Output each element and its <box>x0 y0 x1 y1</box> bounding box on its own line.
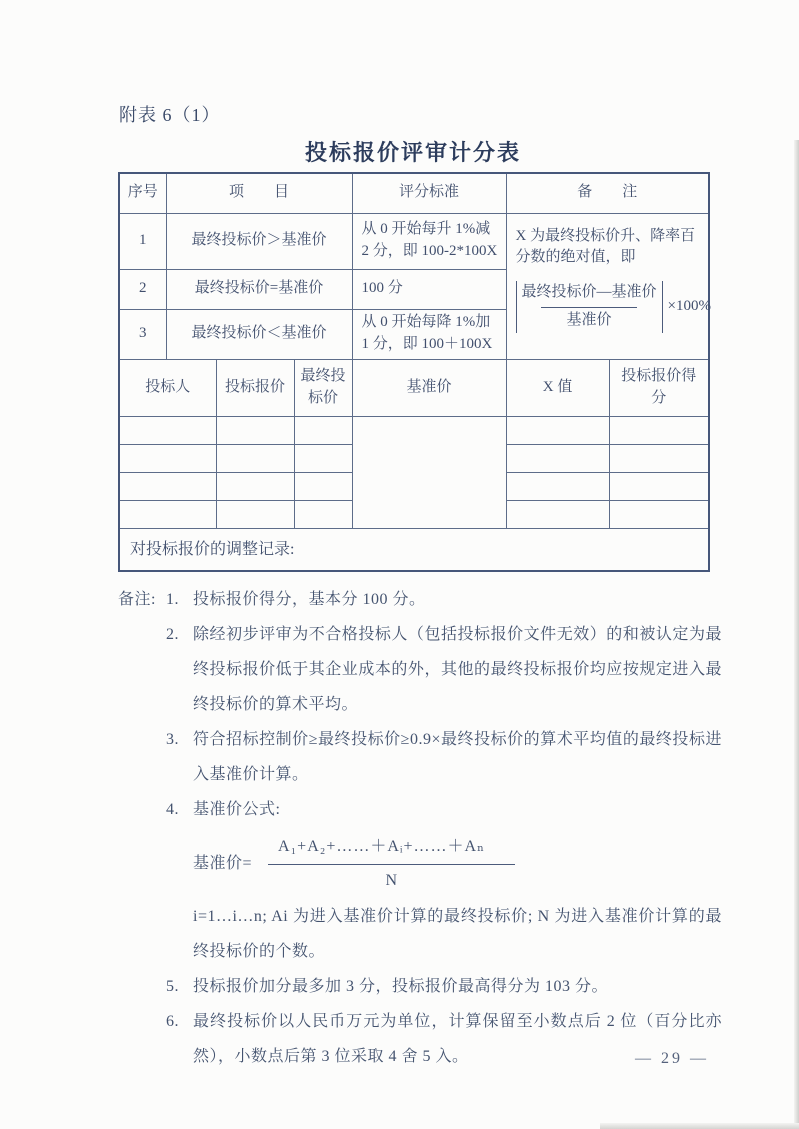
base-price-formula <box>193 835 722 893</box>
formula-numerator: A₁+A₂+……＋Aᵢ+……＋Aₙ <box>268 835 515 865</box>
header-remark: 备 注 <box>506 173 709 213</box>
row-item: 最终投标价=基准价 <box>166 269 352 309</box>
header-bid-price: 投标报价 <box>216 359 294 416</box>
remark-cell <box>506 213 712 359</box>
score-cell <box>609 444 709 472</box>
final-price-cell <box>294 444 352 472</box>
formula-lhs: 基准价= <box>193 855 253 872</box>
header-no: 序号 <box>119 173 166 213</box>
note-text: 除经初步评审为不合格投标人（包括投标报价文件无效）的和被认定为最终投标报价低于其企业成本的外，其他的最终投标报价均应按规定进入最终投标价的算术平均。 <box>193 626 722 713</box>
header-final-price: 最终投标价 <box>294 359 352 416</box>
bidder-cell <box>119 472 216 500</box>
header-score: 投标报价得分 <box>609 359 709 416</box>
fraction-denominator: 基准价 <box>566 311 612 328</box>
annex-label: 附表 6（1） <box>119 105 221 125</box>
x-value-cell <box>506 416 609 444</box>
bidder-cell <box>119 416 216 444</box>
final-price-cell <box>294 472 352 500</box>
final-price-cell <box>294 416 352 444</box>
scan-edge-bottom <box>600 1123 799 1129</box>
fraction-multiplier: ×100% <box>667 297 712 314</box>
notes-label: 备注: <box>118 591 156 608</box>
row-no: 1 <box>119 213 166 269</box>
table-row <box>119 359 709 416</box>
note-item-4 <box>118 792 722 827</box>
base-price-cell <box>352 416 506 528</box>
bid-price-cell <box>216 416 294 444</box>
bid-price-cell <box>216 444 294 472</box>
row-item: 最终投标价＜基准价 <box>166 309 352 359</box>
row-criteria: 从 0 开始每降 1%加 1 分，即 100＋100X <box>352 309 506 359</box>
note-number: 3. <box>166 731 179 748</box>
page-number: — 29 — <box>635 1050 709 1067</box>
row-no: 2 <box>119 269 166 309</box>
note-text: 投标报价得分，基本分 100 分。 <box>193 591 426 608</box>
evaluation-table <box>118 172 710 572</box>
header-item: 项 目 <box>166 173 352 213</box>
note-text: 符合招标控制价≥最终投标价≥0.9×最终投标价的算术平均值的最终投标进入基准价计算。 <box>193 731 722 783</box>
table-row <box>119 528 709 571</box>
header-x-value: X 值 <box>506 359 609 416</box>
header-base-price: 基准价 <box>352 359 506 416</box>
remark-text: X 为最终投标价升、降率百分数的绝对值，即 <box>515 227 696 266</box>
note-number: 1. <box>166 591 179 608</box>
note-text: 投标报价加分最多加 3 分，投标报价最高得分为 103 分。 <box>193 978 609 995</box>
note-item-3 <box>118 722 722 792</box>
note-text: i=1…i…n; Ai 为进入基准价计算的最终投标价; N 为进入基准价计算的最终投标价的个数。 <box>193 908 722 960</box>
note-item-2 <box>118 617 722 722</box>
header-bidder: 投标人 <box>119 359 216 416</box>
score-cell <box>609 472 709 500</box>
notes-section <box>118 582 722 1074</box>
row-criteria: 100 分 <box>352 269 506 309</box>
x-value-cell <box>506 444 609 472</box>
formula-denominator: N <box>385 872 398 889</box>
scan-edge-right <box>794 140 799 1129</box>
bid-price-cell <box>216 472 294 500</box>
row-item: 最终投标价＞基准价 <box>166 213 352 269</box>
note-number: 6. <box>166 1013 179 1030</box>
row-criteria: 从 0 开始每升 1%减 2 分，即 100-2*100X <box>352 213 506 269</box>
bidder-cell <box>119 500 216 528</box>
note-item-5 <box>118 969 722 1004</box>
note-number: 5. <box>166 978 179 995</box>
fraction-numerator: 最终投标价—基准价 <box>521 284 657 300</box>
note-number: 4. <box>166 801 179 818</box>
x-value-cell <box>506 472 609 500</box>
bidder-cell <box>119 444 216 472</box>
row-no: 3 <box>119 309 166 359</box>
x-value-cell <box>506 500 609 528</box>
note-number: 2. <box>166 626 179 643</box>
abs-bar-right <box>662 281 663 333</box>
bid-price-cell <box>216 500 294 528</box>
note-item-6 <box>118 1004 722 1074</box>
page-title: 投标报价评审计分表 <box>304 140 521 165</box>
adjustment-record-cell: 对投标报价的调整记录: <box>119 528 709 571</box>
fraction-line <box>541 307 637 308</box>
note-text: 最终投标价以人民币万元为单位，计算保留至小数点后 2 位（百分比亦然），小数点后第 3 位采取 4 舍 5 入。 <box>193 1013 722 1065</box>
score-cell <box>609 416 709 444</box>
note-item-4-explanation <box>118 899 722 969</box>
final-price-cell <box>294 500 352 528</box>
table-row <box>119 213 709 269</box>
note-text: 基准价公式: <box>193 801 281 818</box>
table-row <box>119 173 709 213</box>
note-item-1 <box>118 582 722 617</box>
table-row <box>119 416 709 444</box>
score-cell <box>609 500 709 528</box>
remark-fraction <box>516 281 712 333</box>
header-criteria: 评分标准 <box>352 173 506 213</box>
